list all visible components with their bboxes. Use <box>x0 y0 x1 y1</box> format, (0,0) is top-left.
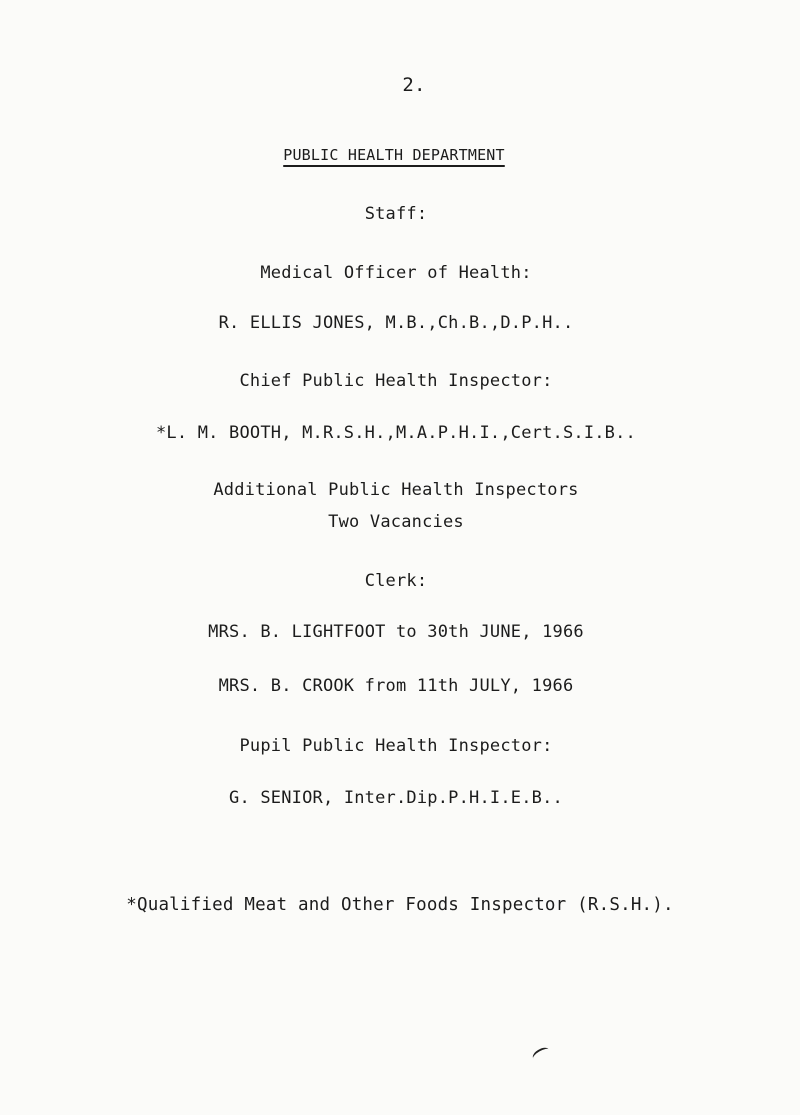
chief-inspector-label: Chief Public Health Inspector: <box>239 371 553 391</box>
ink-mark <box>531 1045 552 1063</box>
pupil-inspector-name: G. SENIOR, Inter.Dip.P.H.I.E.B.. <box>229 788 563 808</box>
clerk-label: Clerk: <box>364 571 428 591</box>
page-title: PUBLIC HEALTH DEPARTMENT <box>283 146 505 164</box>
clerk-entry: MRS. B. CROOK from 11th JULY, 1966 <box>218 676 574 696</box>
page-number: 2. <box>402 74 426 96</box>
additional-inspectors-label: Additional Public Health Inspectors <box>213 480 579 500</box>
clerk-entry: MRS. B. LIGHTFOOT to 30th JUNE, 1966 <box>208 622 584 642</box>
additional-inspectors-value: Two Vacancies <box>328 512 464 532</box>
pupil-inspector-label: Pupil Public Health Inspector: <box>239 736 553 756</box>
medical-officer-name: R. ELLIS JONES, M.B.,Ch.B.,D.P.H.. <box>218 313 574 333</box>
medical-officer-label: Medical Officer of Health: <box>260 263 532 283</box>
footnote: *Qualified Meat and Other Foods Inspector (R.S.H.). <box>126 895 674 915</box>
chief-inspector-name: *L. M. BOOTH, M.R.S.H.,M.A.P.H.I.,Cert.S.I.B.. <box>155 423 636 443</box>
staff-heading: Staff: <box>364 204 428 224</box>
